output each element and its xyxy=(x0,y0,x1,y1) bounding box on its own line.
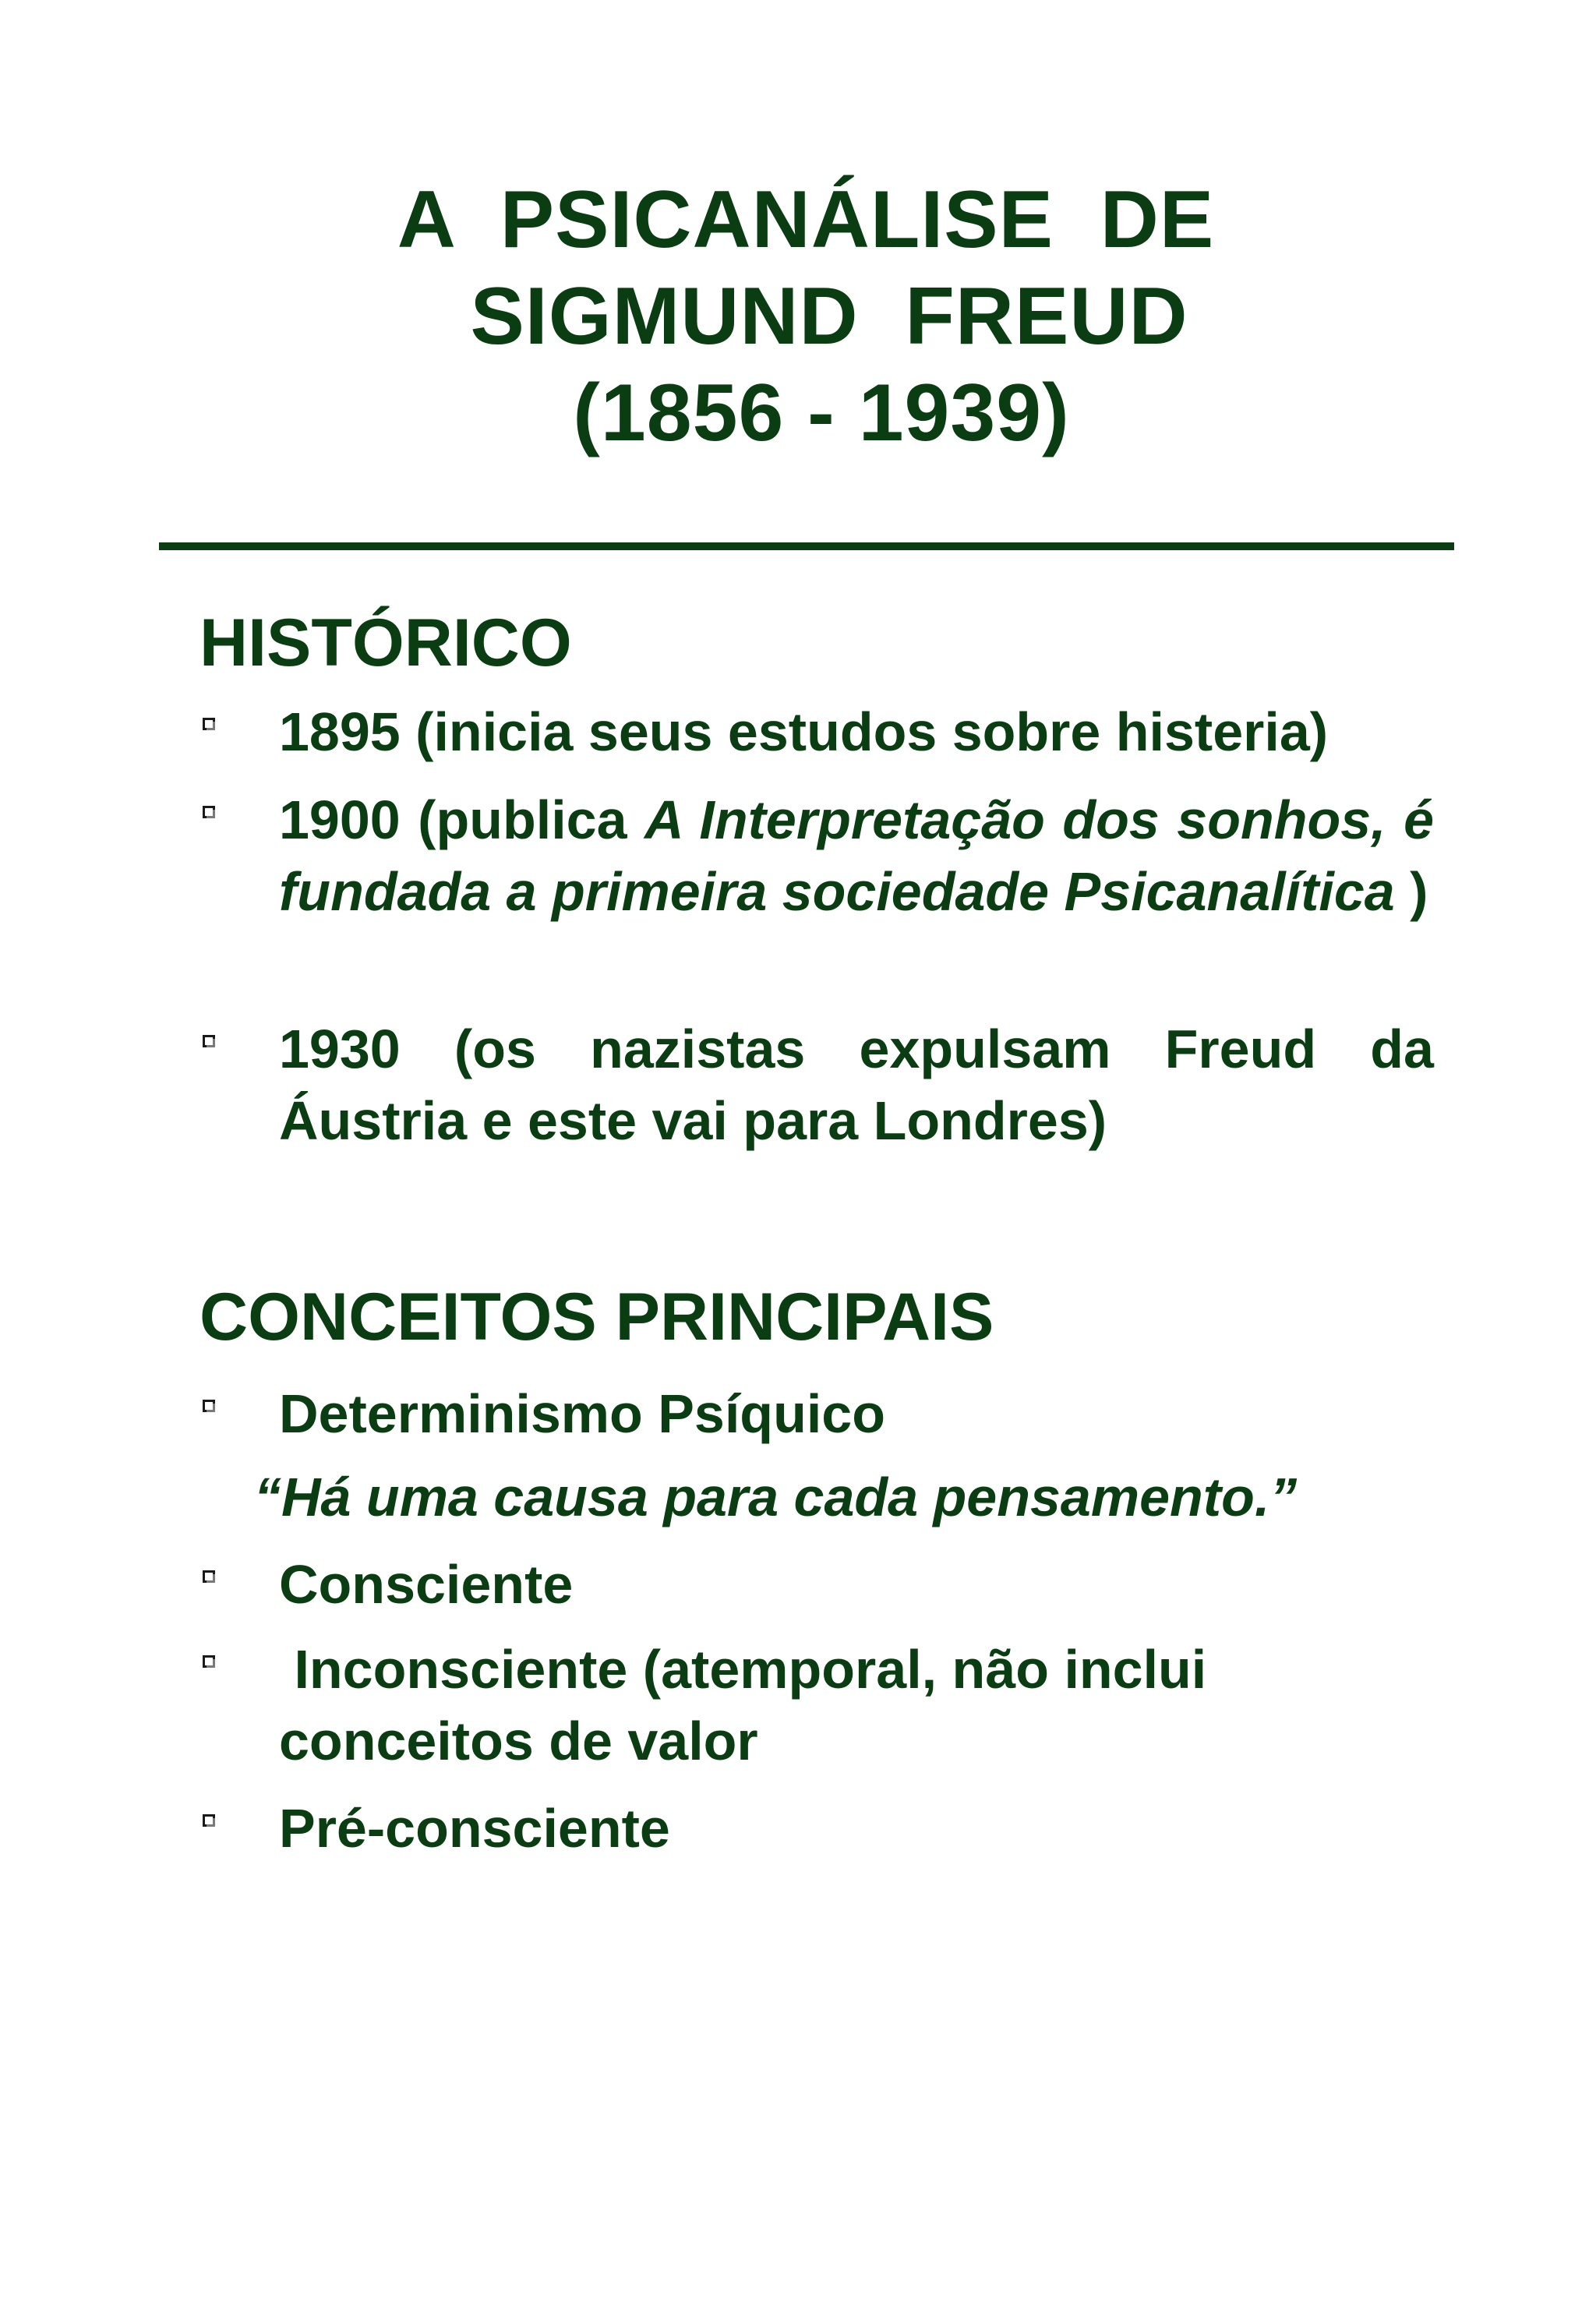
square-bullet-icon xyxy=(203,1570,215,1583)
page-title xyxy=(0,171,1596,461)
list-item-text: 1930 (os nazistas expulsam Freud da Áustria e este vai para Londres) xyxy=(279,1019,1434,1151)
list-item-text: Determinismo Psíquico xyxy=(279,1383,885,1444)
square-bullet-icon xyxy=(203,806,215,818)
list-item-text xyxy=(279,784,1434,927)
list-item-text-prefix: 1900 (publica xyxy=(279,789,644,850)
section-heading-historico: HISTÓRICO xyxy=(200,606,572,680)
square-bullet-icon xyxy=(203,1035,215,1047)
square-bullet-icon xyxy=(203,1814,215,1827)
list-item-text-italic: A Interpretação dos sonhos, é fundada a primeira sociedade Psicanalítica xyxy=(279,789,1435,922)
title-line-1: A PSICANÁLISE DE xyxy=(397,175,1215,265)
list-item-text: Consciente xyxy=(279,1554,574,1615)
list-item-text-suffix: ) xyxy=(1394,861,1428,922)
title-line-3: (1856 - 1939) xyxy=(573,368,1070,458)
title-line-2: SIGMUND FREUD xyxy=(470,271,1188,362)
square-bullet-icon xyxy=(203,1400,215,1412)
square-bullet-icon xyxy=(203,1655,215,1668)
list-item-text: Inconsciente (atemporal, não inclui conceitos de valor xyxy=(279,1639,1222,1771)
list-item-text: Pré-consciente xyxy=(279,1798,670,1859)
title-divider xyxy=(159,542,1454,550)
square-bullet-icon xyxy=(203,718,215,730)
quote-text: “Há uma causa para cada pensamento.” xyxy=(254,1467,1298,1527)
list-item-text: 1895 (inicia seus estudos sobre histeria) xyxy=(279,701,1329,762)
section-heading-conceitos: CONCEITOS PRINCIPAIS xyxy=(200,1280,994,1354)
